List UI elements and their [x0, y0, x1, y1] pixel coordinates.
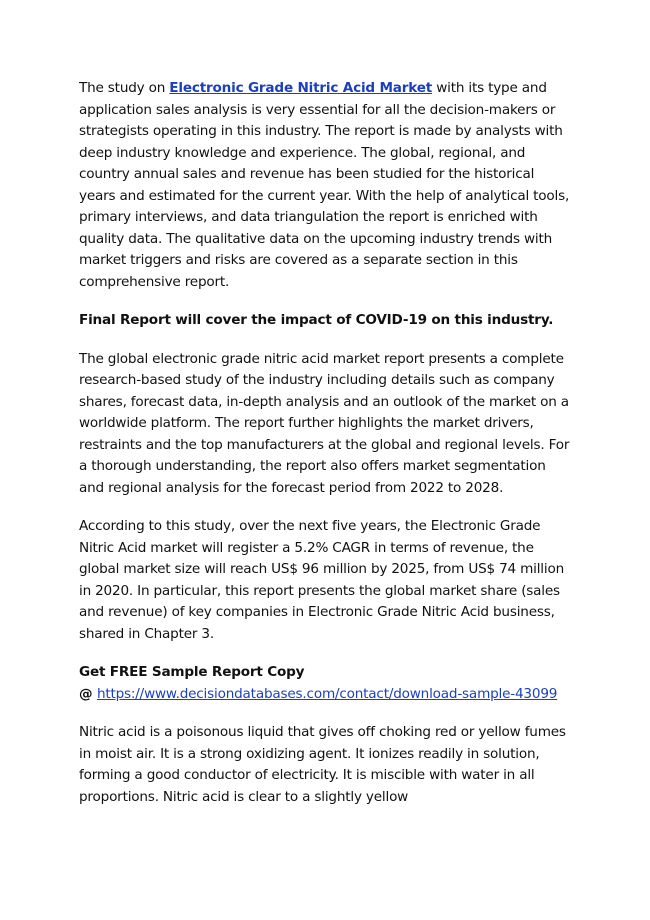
- intro-text-start: The study on: [79, 80, 170, 96]
- document-page: [79, 78, 573, 808]
- market-report-link[interactable]: Electronic Grade Nitric Acid Market: [169, 80, 433, 96]
- intro-paragraph: [79, 78, 573, 293]
- nitric-acid-description: Nitric acid is a poisonous liquid that gives off choking red or yellow fumes in moist air. It is a strong oxidizing agent. It ionizes readily in solution, forming a good conductor of electricity. It is miscible with water in all proportions. Nitric acid is clear to a slightly yellow: [79, 724, 566, 805]
- global-market-paragraph: The global electronic grade nitric acid market report presents a complete research-based study of the industry including details such as company shares, forecast data, in-depth analysis and an outlook of the market on a worldwide platform. The report further highlights the market drivers, restraints and the top manufacturers at the global and regional levels. For a thorough understanding, the report also offers market segmentation and regional analysis for the forecast period from 2022 to 2028.: [79, 350, 570, 496]
- market-forecast-paragraph: According to this study, over the next five years, the Electronic Grade Nitric Acid market will register a 5.2% CAGR in terms of revenue, the global market size will reach US$ 96 million by 2025, from US$ 74 million in 2020. In particular, this report presents the global market share (sales and revenue) of key companies in Electronic Grade Nitric Acid business, shared in Chapter 3.: [79, 518, 564, 642]
- intro-text-rest: with its type and application sales analysis is very essential for all the decision-makers or strategists operating in this industry. The report is made by analysts with deep industry knowledge and experience. The global, regional, and country annual sales and revenue has been studied for the historical years and estimated for the current year. With the help of analytical tools, primary interviews, and data triangulation the report is enriched with quality data. The qualitative data on the upcoming industry trends with market triggers and risks are covered as a separate section in this comprehensive report.: [79, 80, 570, 290]
- covid-impact-note: Final Report will cover the impact of COVID-19 on this industry.: [79, 312, 554, 328]
- sample-download-link[interactable]: https://www.decisiondatabases.com/contact/download-sample-43099: [96, 685, 558, 702]
- sample-report-block: [79, 662, 573, 705]
- at-symbol: @: [79, 685, 97, 702]
- sample-report-heading: Get FREE Sample Report Copy: [79, 664, 305, 680]
